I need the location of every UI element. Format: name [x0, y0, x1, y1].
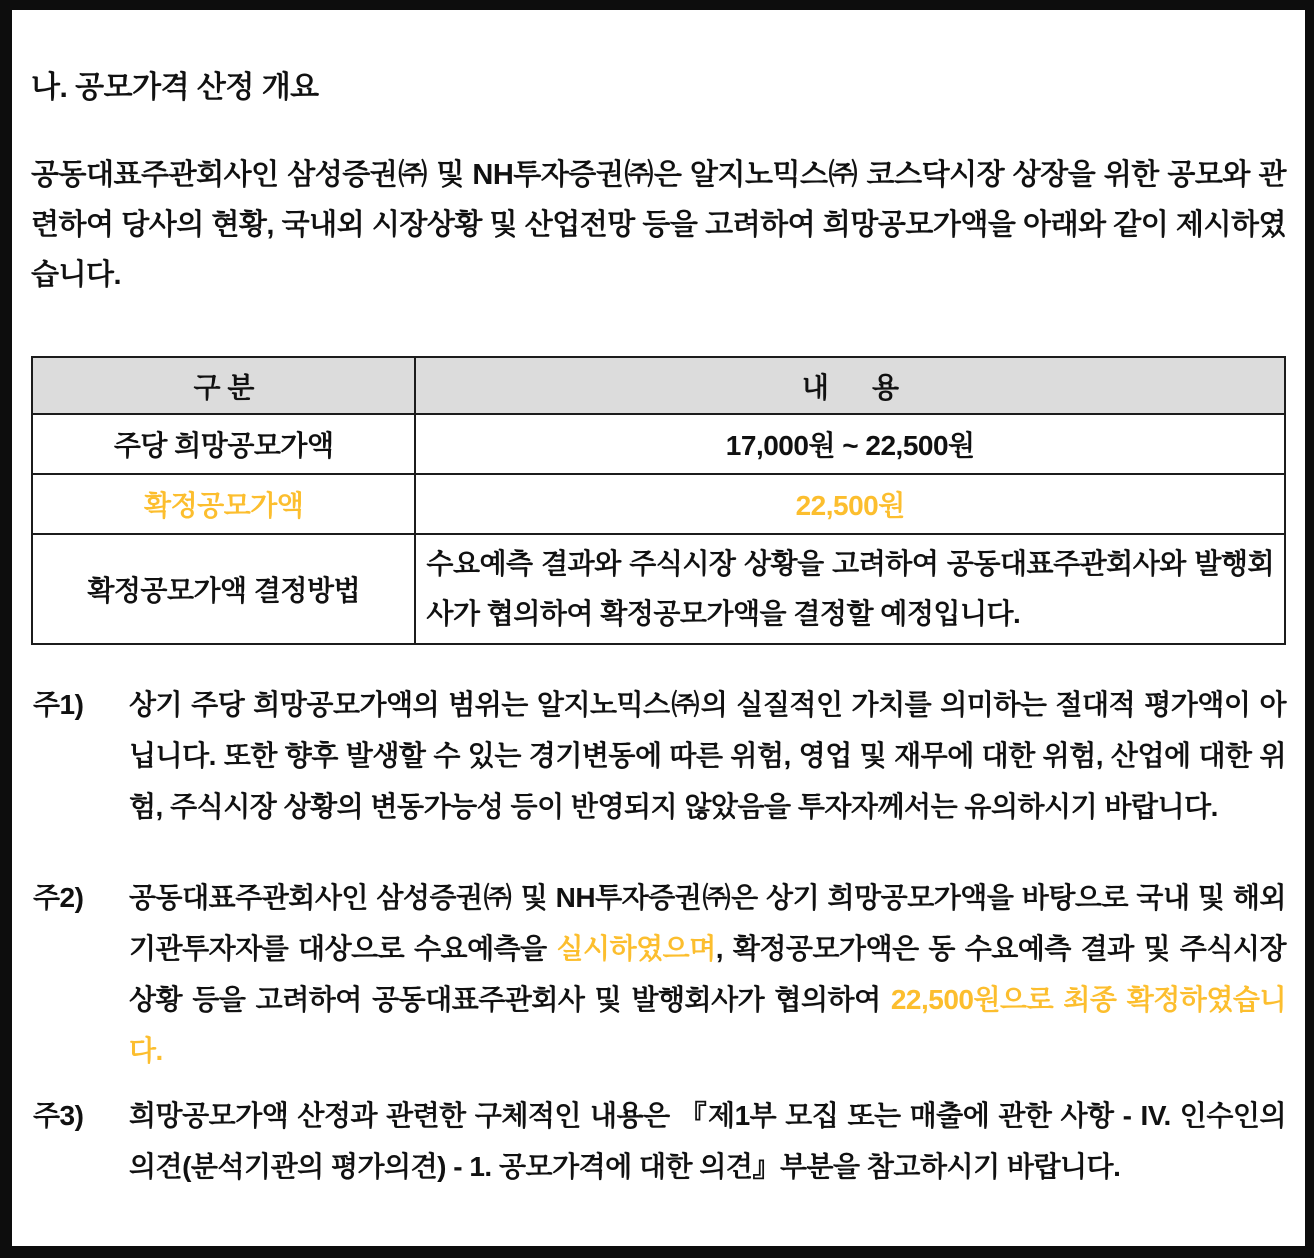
footnote-label: 주1) — [33, 689, 84, 720]
row-value-cell: 22,500원 — [415, 474, 1285, 534]
footnote-text: 공동대표주관회사인 삼성증권㈜ 및 NH투자증권㈜은 상기 희망공모가액을 바탕으로 국내 및 해외 기관투자자를 대상으로 수요예측을 실시하였으며, 확정공모가액은 동 수요예측 결과 및 주식시장 상황 등을 고려하여 공동대표주관회사 및 발행회사가 협의하여 22,500원으로 최종 확정하였습니다. — [129, 882, 1286, 1066]
footnote-label: 주3) — [33, 1100, 84, 1131]
footnote-label: 주2) — [33, 882, 84, 913]
footnotes — [31, 679, 1286, 1192]
footnote-1 — [31, 679, 1286, 832]
footnote-text: 희망공모가액 산정과 관련한 구체적인 내용은 『제1부 모집 또는 매출에 관한 사항 - IV. 인수인의 의견(분석기관의 평가의견) - 1. 공모가격에 대한 의견』부분을 참고하시기 바랍니다. — [129, 1100, 1286, 1182]
table-row-decision-method — [32, 534, 1285, 644]
footnote-text: 상기 주당 희망공모가액의 범위는 알지노믹스㈜의 실질적인 가치를 의미하는 절대적 평가액이 아닙니다. 또한 향후 발생할 수 있는 경기변동에 따른 위험, 영업 및 재무에 대한 위험, 산업에 대한 위험, 주식시장 상황의 변동가능성 등이 반영되지 않았음을 투자자께서는 유의하시기 바랍니다. — [129, 689, 1286, 822]
table-header-content: 내 용 — [415, 357, 1285, 414]
row-label-cell: 주당 희망공모가액 — [32, 414, 415, 474]
row-label-cell: 확정공모가액 — [32, 474, 415, 534]
table-row-final-price — [32, 474, 1285, 534]
offer-price-table — [31, 356, 1286, 645]
table-header-row — [32, 357, 1285, 414]
table-row-hope-price — [32, 414, 1285, 474]
footnote-3 — [31, 1090, 1286, 1192]
row-value-cell: 17,000원 ~ 22,500원 — [415, 414, 1285, 474]
section-heading: 나. 공모가격 산정 개요 — [31, 71, 319, 104]
row-value-cell: 수요예측 결과와 주식시장 상황을 고려하여 공동대표주관회사와 발행회사가 협의하여 확정공모가액을 결정할 예정입니다. — [415, 534, 1285, 644]
row-label-cell: 확정공모가액 결정방법 — [32, 534, 415, 644]
table-header-category: 구 분 — [32, 357, 415, 414]
document-content — [12, 10, 1305, 1246]
intro-paragraph: 공동대표주관회사인 삼성증권㈜ 및 NH투자증권㈜은 알지노믹스㈜ 코스닥시장 상장을 위한 공모와 관련하여 당사의 현황, 국내외 시장상황 및 산업전망 등을 고려하여 희망공모가액을 아래와 같이 제시하였습니다. — [31, 159, 1286, 291]
footnote-2 — [31, 872, 1286, 1076]
